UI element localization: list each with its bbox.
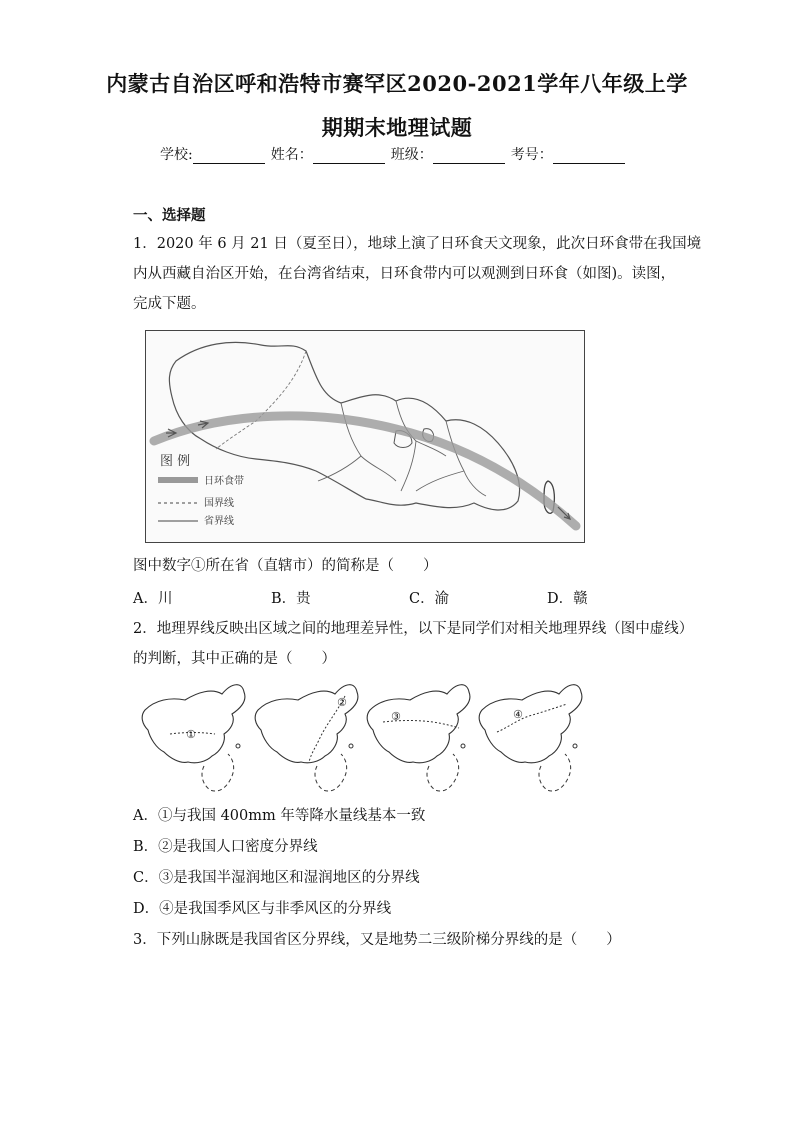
section-title: 一、选择题 [133, 207, 206, 224]
q2-option-d[interactable]: D．④是我国季风区与非季风区的分界线 [133, 901, 392, 917]
boundary-maps-svg [135, 680, 595, 798]
q2-option-c[interactable]: C．③是我国半湿润地区和湿润地区的分界线 [133, 870, 420, 886]
legend-title: 图 例 [160, 454, 191, 469]
q1-text-line1: 1．2020 年 6 月 21 日（夏至日），地球上演了日环食天文现象，此次日环食带在我国境 [133, 236, 702, 252]
eclipse-map-svg [146, 331, 584, 542]
student-info-row [160, 144, 631, 164]
doc-title-line2: 期期末地理试题 [321, 115, 473, 140]
class-label: 班级： [390, 147, 433, 163]
legend-item-border: 国界线 [204, 498, 234, 509]
q1-option-b[interactable]: B．贵 [271, 591, 311, 607]
boundary-map-4 [479, 685, 582, 791]
legend-item-band: 日环食带 [204, 476, 244, 487]
eclipse-map-figure [145, 330, 585, 543]
map-mark-2: ② [337, 696, 347, 709]
map-mark-4: ④ [513, 708, 523, 721]
exam-no-label: 考号： [510, 147, 553, 163]
legend-band-swatch [158, 477, 198, 483]
q1-option-d[interactable]: D．赣 [547, 591, 588, 607]
q2-text-line1: 2．地理界线反映出区域之间的地理差异性，以下是同学们对相关地理界线（图中虚线） [133, 621, 694, 637]
name-label: 姓名： [270, 147, 313, 163]
q2-option-a[interactable]: A．①与我国 400mm 年等降水量线基本一致 [133, 808, 426, 824]
eclipse-band [154, 416, 576, 526]
boundary-map-2 [255, 685, 358, 791]
q1-stem: 图中数字①所在省（直辖市）的简称是（ ） [133, 558, 438, 574]
q1-option-c[interactable]: C．渝 [409, 591, 450, 607]
exam-no-blank[interactable] [553, 149, 625, 164]
q3-text-line1: 3．下列山脉既是我国省区分界线，又是地势二三级阶梯分界线的是（ ） [133, 932, 621, 948]
map-mark-1: ① [186, 728, 196, 741]
name-blank[interactable] [313, 149, 385, 164]
q2-text-line2: 的判断，其中正确的是（ ） [133, 651, 336, 667]
q1-text-line2: 内从西藏自治区开始，在台湾省结束，日环食带内可以观测到日环食（如图)。读图， [133, 266, 676, 282]
q1-option-a[interactable]: A．川 [133, 591, 173, 607]
boundary-map-1 [142, 685, 245, 791]
boundary-maps-figure [135, 680, 595, 798]
doc-title-line1: 内蒙古自治区呼和浩特市赛罕区2020-2021学年八年级上学 [106, 71, 688, 96]
school-blank[interactable] [193, 149, 265, 164]
q1-text-line3: 完成下题。 [133, 296, 206, 312]
map-mark-3: ③ [391, 710, 401, 723]
q1-options [133, 587, 685, 608]
boundary-map-3 [367, 685, 470, 791]
school-label: 学校: [160, 147, 193, 163]
class-blank[interactable] [433, 149, 505, 164]
legend-item-province: 省界线 [204, 516, 234, 527]
q2-option-b[interactable]: B．②是我国人口密度分界线 [133, 839, 318, 855]
